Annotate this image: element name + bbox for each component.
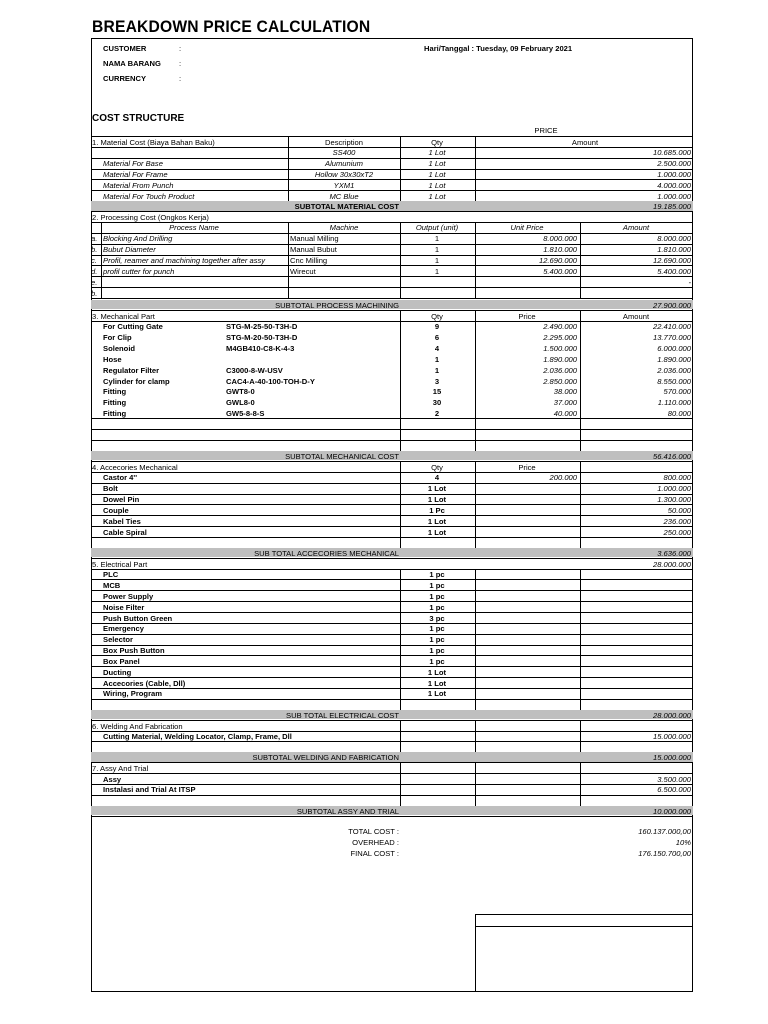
- elec-name: PLC: [103, 570, 119, 580]
- col-header: Description: [325, 138, 363, 147]
- acc-amount: 236.000: [663, 516, 691, 526]
- material-qty: 1 Lot: [428, 170, 446, 180]
- mech-code: STG-M-25-50-T3H-D: [226, 322, 298, 332]
- grid-line: [580, 720, 581, 753]
- grid-line: [91, 762, 693, 763]
- acc-qty: 1 Lot: [427, 484, 447, 494]
- total-cost-label: TOTAL COST :: [348, 826, 399, 836]
- mech-code: GWL8-0: [226, 398, 255, 408]
- col-header: Amount: [571, 138, 599, 147]
- material-amount: 1.000.000: [657, 170, 691, 180]
- row-letter: a.: [91, 234, 98, 244]
- material-amount: 4.000.000: [657, 180, 691, 190]
- mech-qty: 4: [434, 343, 440, 353]
- process-machine: Cnc Milling: [290, 256, 328, 265]
- elec-qty: 1 pc: [429, 624, 445, 634]
- date-text: Hari/Tanggal : Tuesday, 09 February 2021: [424, 44, 573, 53]
- mech-code: STG-M-20-50-T3H-D: [226, 333, 298, 343]
- mech-code: C3000-8-W-USV: [226, 365, 283, 375]
- elec-qty: 1 pc: [429, 635, 445, 645]
- grid-line: [91, 461, 693, 462]
- process-output: 1: [434, 234, 440, 244]
- elec-name: Wiring, Program: [103, 689, 162, 699]
- grid-line: [91, 558, 693, 559]
- acc-name: Couple: [103, 505, 129, 515]
- section-title-assy: 7. Assy And Trial: [92, 764, 149, 774]
- acc-qty: 1 Pc: [429, 505, 445, 515]
- signature-box-line: [475, 926, 693, 927]
- subtotal-label: SUBTOTAL PROCESS MACHINING: [275, 300, 399, 310]
- material-desc: MC Blue: [329, 191, 359, 201]
- weld-amount: 15.000.000: [652, 732, 691, 741]
- mech-name: For Cutting Gate: [103, 322, 163, 332]
- col-header: Unit Price: [510, 223, 544, 233]
- grid-line: [475, 720, 476, 753]
- mech-price: 2.295.000: [543, 333, 577, 343]
- grid-line: [475, 461, 476, 548]
- process-name: Bubut Diameter: [103, 245, 156, 255]
- material-amount: 2.500.000: [657, 159, 691, 169]
- mech-qty: 2: [434, 409, 440, 419]
- elec-name: Selector: [103, 635, 133, 645]
- mech-qty: 1: [434, 365, 440, 375]
- process-unit-price: 1.810.000: [543, 245, 577, 255]
- process-name: Profil, reamer and machining together after assy: [103, 256, 266, 265]
- mech-amount: 6.000.000: [657, 343, 691, 353]
- grid-line: [288, 136, 289, 201]
- grid-line: [91, 429, 693, 430]
- elec-qty: 1 Lot: [427, 678, 447, 688]
- assy-amount: 3.500.000: [657, 774, 691, 784]
- acc-qty: 1 Lot: [427, 516, 447, 526]
- mech-qty: 3: [434, 376, 440, 386]
- assy-name: Instalasi and Trial At ITSP: [103, 785, 196, 795]
- grid-line: [91, 537, 693, 538]
- col-header: Machine: [329, 223, 359, 233]
- grid-line: [475, 222, 476, 298]
- grid-line: [400, 461, 401, 548]
- mech-name: For Clip: [103, 333, 132, 343]
- elec-name: MCB: [103, 580, 121, 590]
- mech-code: CAC4-A-40-100-TOH-D-Y: [226, 376, 315, 386]
- grid-line: [475, 569, 476, 710]
- mech-name: Hose: [103, 354, 122, 364]
- grid-line: [101, 222, 102, 298]
- grid-line: [91, 276, 693, 277]
- col-header: Qty: [431, 462, 443, 472]
- final-cost-value: 176.150.700,00: [638, 848, 691, 858]
- material-name: Material For Base: [103, 159, 163, 169]
- subtotal-value: 15.000.000: [652, 753, 691, 763]
- mech-name: Fitting: [103, 387, 127, 397]
- grid-line: [400, 136, 401, 201]
- grid-line: [91, 741, 693, 742]
- overhead-label: OVERHEAD :: [352, 837, 399, 847]
- elec-qty: 1 pc: [429, 591, 445, 601]
- acc-amount: 1.300.000: [657, 495, 691, 504]
- mech-code: GW5-8-8-S: [226, 409, 265, 419]
- grid-line: [580, 310, 581, 451]
- colon: :: [179, 59, 182, 68]
- acc-name: Castor 4'': [103, 473, 137, 483]
- subtotal-label: SUBTOTAL ASSY AND TRIAL: [296, 806, 399, 816]
- mech-name: Fitting: [103, 398, 127, 408]
- mech-amount: 80.000: [667, 409, 691, 419]
- overhead-value: 10%: [675, 837, 691, 847]
- process-output: 1: [434, 245, 440, 255]
- mech-price: 37.000: [553, 398, 577, 408]
- process-machine: Manual Milling: [290, 234, 339, 244]
- row-letter: b.: [91, 288, 98, 298]
- col-header: Amount: [622, 223, 650, 233]
- mech-amount: 570.000: [663, 387, 691, 397]
- grid-line: [91, 310, 693, 311]
- cost-structure-label: COST STRUCTURE: [92, 113, 185, 124]
- subtotal-label: SUB TOTAL ACCECORIES MECHANICAL: [254, 548, 399, 558]
- process-amount: 1.810.000: [657, 245, 691, 255]
- mech-amount: 1.110.000: [657, 398, 691, 408]
- mech-price: 2.036.000: [543, 365, 577, 375]
- elec-name: Box Push Button: [103, 646, 165, 656]
- mech-amount: 8.550.000: [657, 376, 691, 386]
- process-amount: 8.000.000: [657, 234, 691, 244]
- section-title-electrical: 5. Electrical Part: [92, 559, 148, 569]
- material-qty: 1 Lot: [428, 180, 446, 190]
- customer-label: CUSTOMER: [103, 44, 147, 53]
- elec-name: Noise Filter: [103, 602, 145, 612]
- elec-qty: 3 pc: [429, 613, 445, 623]
- process-unit-price: 5.400.000: [543, 266, 577, 276]
- grid-line: [91, 795, 693, 796]
- mech-qty: 15: [432, 387, 442, 397]
- col-header: Output (unit): [415, 223, 459, 233]
- elec-qty: 1 Lot: [427, 689, 447, 699]
- col-header: Qty: [431, 138, 443, 147]
- subtotal-label: SUBTOTAL MATERIAL COST: [294, 202, 399, 212]
- colon: :: [179, 74, 182, 83]
- mech-price: 2.850.000: [543, 376, 577, 386]
- elec-qty: 1 pc: [429, 646, 445, 656]
- mech-amount: 1.890.000: [657, 354, 691, 364]
- section-title-mechanical: 3. Mechanical Part: [92, 311, 155, 321]
- subtotal-value: 27.900.000: [652, 300, 691, 310]
- mech-price: 2.490.000: [543, 322, 577, 332]
- grid-line: [400, 720, 401, 753]
- nama-barang-label: NAMA BARANG: [103, 59, 161, 68]
- material-desc: Alumunium: [325, 159, 363, 169]
- acc-qty: 1 Lot: [427, 495, 447, 504]
- mech-code: M4GB410-C8-K-4-3: [226, 343, 295, 353]
- elec-name: Power Supply: [103, 591, 154, 601]
- mech-price: 1.500.000: [543, 343, 577, 353]
- acc-amount: 50.000: [667, 505, 691, 515]
- col-header: Process Name: [169, 223, 219, 233]
- section-title-material: 1. Material Cost (Biaya Bahan Baku): [92, 138, 215, 147]
- subtotal-value: 10.000.000: [652, 806, 691, 816]
- mech-price: 38.000: [553, 387, 577, 397]
- process-output: 1: [434, 266, 440, 276]
- elec-qty: 1 pc: [429, 602, 445, 612]
- row-letter: e.: [91, 277, 98, 287]
- col-header: Qty: [431, 311, 443, 321]
- page-title: BREAKDOWN PRICE CALCULATION: [92, 17, 371, 36]
- col-header: Amount: [622, 311, 650, 321]
- mech-qty: 1: [434, 354, 440, 364]
- mech-amount: 13.770.000: [652, 333, 691, 343]
- total-cost-value: 160.137.000,00: [638, 826, 691, 836]
- elec-name: Ducting: [103, 667, 132, 677]
- elec-qty: 1 pc: [429, 570, 445, 580]
- acc-amount: 250.000: [663, 527, 691, 537]
- grid-line: [400, 310, 401, 451]
- process-unit-price: 12.690.000: [538, 256, 577, 265]
- material-name: Material For Frame: [103, 170, 168, 180]
- elec-name: Push Button Green: [103, 613, 173, 623]
- grid-line: [400, 222, 401, 298]
- process-amount: 12.690.000: [652, 256, 691, 265]
- subtotal-label: SUB TOTAL ELECTRICAL COST: [286, 710, 399, 720]
- process-unit-price: 8.000.000: [543, 234, 577, 244]
- mech-name: Solenoid: [103, 343, 136, 353]
- weld-name: Cutting Material, Welding Locator, Clamp, Frame, Dll: [103, 732, 292, 741]
- section-title-welding: 6. Welding And Fabrication: [92, 721, 183, 731]
- mech-qty: 30: [432, 398, 442, 408]
- mech-code: GWT8-0: [226, 387, 255, 397]
- elec-name: Accecories (Cable, Dll): [103, 678, 186, 688]
- grid-line: [91, 773, 693, 774]
- grid-line: [400, 762, 401, 805]
- price-label: PRICE: [534, 126, 558, 135]
- elec-name: Box Panel: [103, 656, 140, 666]
- col-header: Price: [518, 462, 536, 472]
- mech-qty: 9: [434, 322, 440, 332]
- grid-line: [91, 287, 693, 288]
- subtotal-value: 3.636.000: [657, 548, 691, 558]
- grid-line: [475, 762, 476, 805]
- material-desc: Hollow 30x30xT2: [314, 170, 374, 180]
- grid-line: [91, 440, 693, 441]
- material-name: Material For Touch Product: [103, 191, 195, 201]
- material-desc: SS400: [332, 148, 356, 158]
- acc-name: Bolt: [103, 484, 118, 494]
- mech-name: Fitting: [103, 409, 127, 419]
- process-amount: 5.400.000: [657, 266, 691, 276]
- grid-line: [580, 762, 581, 805]
- grid-line: [580, 222, 581, 298]
- acc-name: Dowel Pin: [103, 495, 140, 504]
- section-title-accessories: 4. Accecories Mechanical: [92, 462, 178, 472]
- assy-amount: 6.500.000: [657, 785, 691, 795]
- elec-qty: 1 Lot: [427, 667, 447, 677]
- colon: :: [179, 44, 182, 53]
- process-name: Blocking And Drilling: [103, 234, 173, 244]
- material-qty: 1 Lot: [428, 159, 446, 169]
- acc-price: 200.000: [549, 473, 577, 483]
- grid-line: [91, 418, 693, 419]
- material-name: Material From Punch: [103, 180, 174, 190]
- row-letter: c.: [91, 256, 97, 265]
- grid-line: [91, 136, 693, 137]
- grid-line: [580, 569, 581, 710]
- material-desc: YXM1: [333, 180, 355, 190]
- grid-line: [91, 699, 693, 700]
- elec-qty: 1 pc: [429, 580, 445, 590]
- process-name: profil cutter for punch: [103, 266, 175, 276]
- mech-amount: 2.036.000: [657, 365, 691, 375]
- elec-qty: 1 pc: [429, 656, 445, 666]
- acc-amount: 1.000.000: [657, 484, 691, 494]
- process-machine: Wirecut: [290, 266, 316, 276]
- material-qty: 1 Lot: [428, 191, 446, 201]
- acc-amount: 800.000: [663, 473, 691, 483]
- row-letter: d.: [91, 266, 98, 276]
- process-amount: -: [688, 277, 691, 287]
- subtotal-label: SUBTOTAL MECHANICAL COST: [285, 451, 399, 461]
- grid-line: [288, 222, 289, 298]
- acc-qty: 1 Lot: [427, 527, 447, 537]
- mech-qty: 6: [434, 333, 440, 343]
- mech-price: 1.890.000: [543, 354, 577, 364]
- subtotal-label: SUBTOTAL WELDING AND FABRICATION: [252, 753, 399, 763]
- process-output: 1: [434, 256, 440, 265]
- subtotal-value: 28.000.000: [652, 710, 691, 720]
- material-amount: 10.685.000: [652, 148, 691, 158]
- section-title-processing: 2. Processing Cost (Ongkos Kerja): [92, 213, 209, 223]
- material-amount: 1.000.000: [657, 191, 691, 201]
- process-machine: Manual Bubut: [290, 245, 337, 255]
- acc-name: Kabel Ties: [103, 516, 141, 526]
- mech-price: 40.000: [553, 409, 577, 419]
- final-cost-label: FINAL COST :: [350, 848, 399, 858]
- mech-name: Cylinder for clamp: [103, 376, 170, 386]
- row-letter: b.: [91, 245, 98, 255]
- grid-line: [91, 211, 693, 212]
- grid-line: [475, 136, 476, 201]
- subtotal-value: 56.416.000: [652, 451, 691, 461]
- currency-label: CURRENCY: [103, 74, 147, 83]
- electrical-amount: 28.000.000: [652, 559, 691, 569]
- elec-name: Emergency: [103, 624, 144, 634]
- col-header: Price: [518, 311, 536, 321]
- subtotal-value: 19.185.000: [652, 202, 691, 212]
- acc-name: Cable Spiral: [103, 527, 147, 537]
- grid-line: [580, 461, 581, 548]
- acc-qty: 4: [434, 473, 440, 483]
- grid-line: [400, 569, 401, 710]
- material-qty: 1 Lot: [428, 148, 446, 158]
- grid-line: [91, 720, 693, 721]
- mech-amount: 22.410.000: [652, 322, 691, 332]
- grid-line: [91, 298, 693, 299]
- mech-name: Regulator Filter: [103, 365, 160, 375]
- grid-line: [91, 816, 693, 817]
- assy-name: Assy: [103, 774, 122, 784]
- grid-line: [475, 310, 476, 451]
